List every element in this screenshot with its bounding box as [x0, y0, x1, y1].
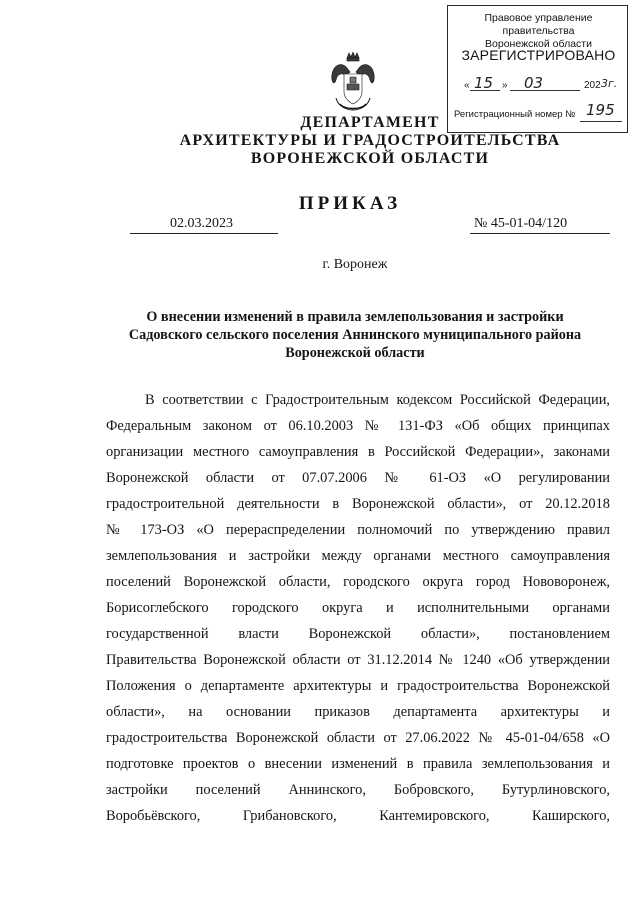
body-line: № 173-ОЗ «О перераспределении полномочий по утверждению правил: [106, 522, 610, 538]
body-line: градостроительной деятельности в Воронежской области», от 20.12.2018: [106, 496, 610, 512]
body-line: Воробьёвского, Грибановского, Кантемировского, Каширского,: [106, 808, 610, 824]
stamp-organization: Правовое управление правительства Воронежской области: [484, 12, 593, 50]
stamp-reg-label: Регистрационный номер №: [454, 109, 576, 120]
body-line: В соответствии с Градостроительным кодексом Российской Федерации,: [145, 392, 610, 408]
stamp-reg-number: 195: [586, 101, 615, 119]
body-line: градостроительства Воронежской области от 27.06.2022 № 45-01-04/658 «О: [106, 730, 610, 746]
body-line: землепользования и застройки между органами местного самоуправления: [106, 548, 610, 564]
body-line: Положения о департаменте архитектуры и градостроительства Воронежской: [106, 678, 610, 694]
body-line: организации местного самоуправления в Российской Федерации», законами: [106, 444, 610, 460]
body-line: подготовке проектов о внесении изменений в правила землепользования и: [106, 756, 610, 772]
body-line: Борисоглебского городского округа и исполнительными органами: [106, 600, 610, 616]
city: г. Воронеж: [322, 257, 388, 272]
body-line: области», на основании приказов департамента архитектуры и: [106, 704, 610, 720]
stamp-date-month: 03: [524, 74, 544, 92]
body-line: поселений Воронежской области, городского округа город Нововоронеж,: [106, 574, 610, 590]
stamp-date-day: 15: [474, 74, 494, 92]
document-date: 02.03.2023: [170, 216, 233, 231]
body-line: застройки поселений Аннинского, Бобровского, Бутурлиновского,: [106, 782, 610, 798]
stamp-registered-label: ЗАРЕГИСТРИРОВАНО: [461, 47, 616, 63]
department-line-3: ВОРОНЕЖСКОЙ ОБЛАСТИ: [250, 150, 490, 167]
document-subject: О внесении изменений в правила землепользования и застройки Садовского сельского поселения Аннинского муниципального района Воронежской области: [128, 309, 582, 361]
department-line-2: АРХИТЕКТУРЫ И ГРАДОСТРОИТЕЛЬСТВА: [179, 132, 561, 149]
number-underline: [470, 233, 610, 234]
body-line: Воронежской области от 07.07.2006 № 61-ОЗ «О регулировании: [106, 470, 610, 486]
date-underline: [130, 233, 278, 234]
coat-of-arms-icon: [328, 52, 378, 116]
body-line: Правительства Воронежской области от 31.12.2014 № 1240 «Об утверждении: [106, 652, 610, 668]
stamp-date-year-prefix: 202: [584, 80, 601, 91]
document-number: № 45-01-04/120: [474, 216, 568, 231]
document-type: ПРИКАЗ: [298, 193, 402, 214]
department-line-1: ДЕПАРТАМЕНТ: [300, 114, 440, 131]
stamp-date-year-hand: 3г.: [601, 77, 618, 90]
body-line: государственной власти Воронежской области», постановлением: [106, 626, 610, 642]
stamp-date: « 15 » 03 202 3г.: [464, 74, 618, 92]
body-line: Федеральным законом от 06.10.2003 № 131-ФЗ «Об общих принципах: [106, 418, 610, 434]
